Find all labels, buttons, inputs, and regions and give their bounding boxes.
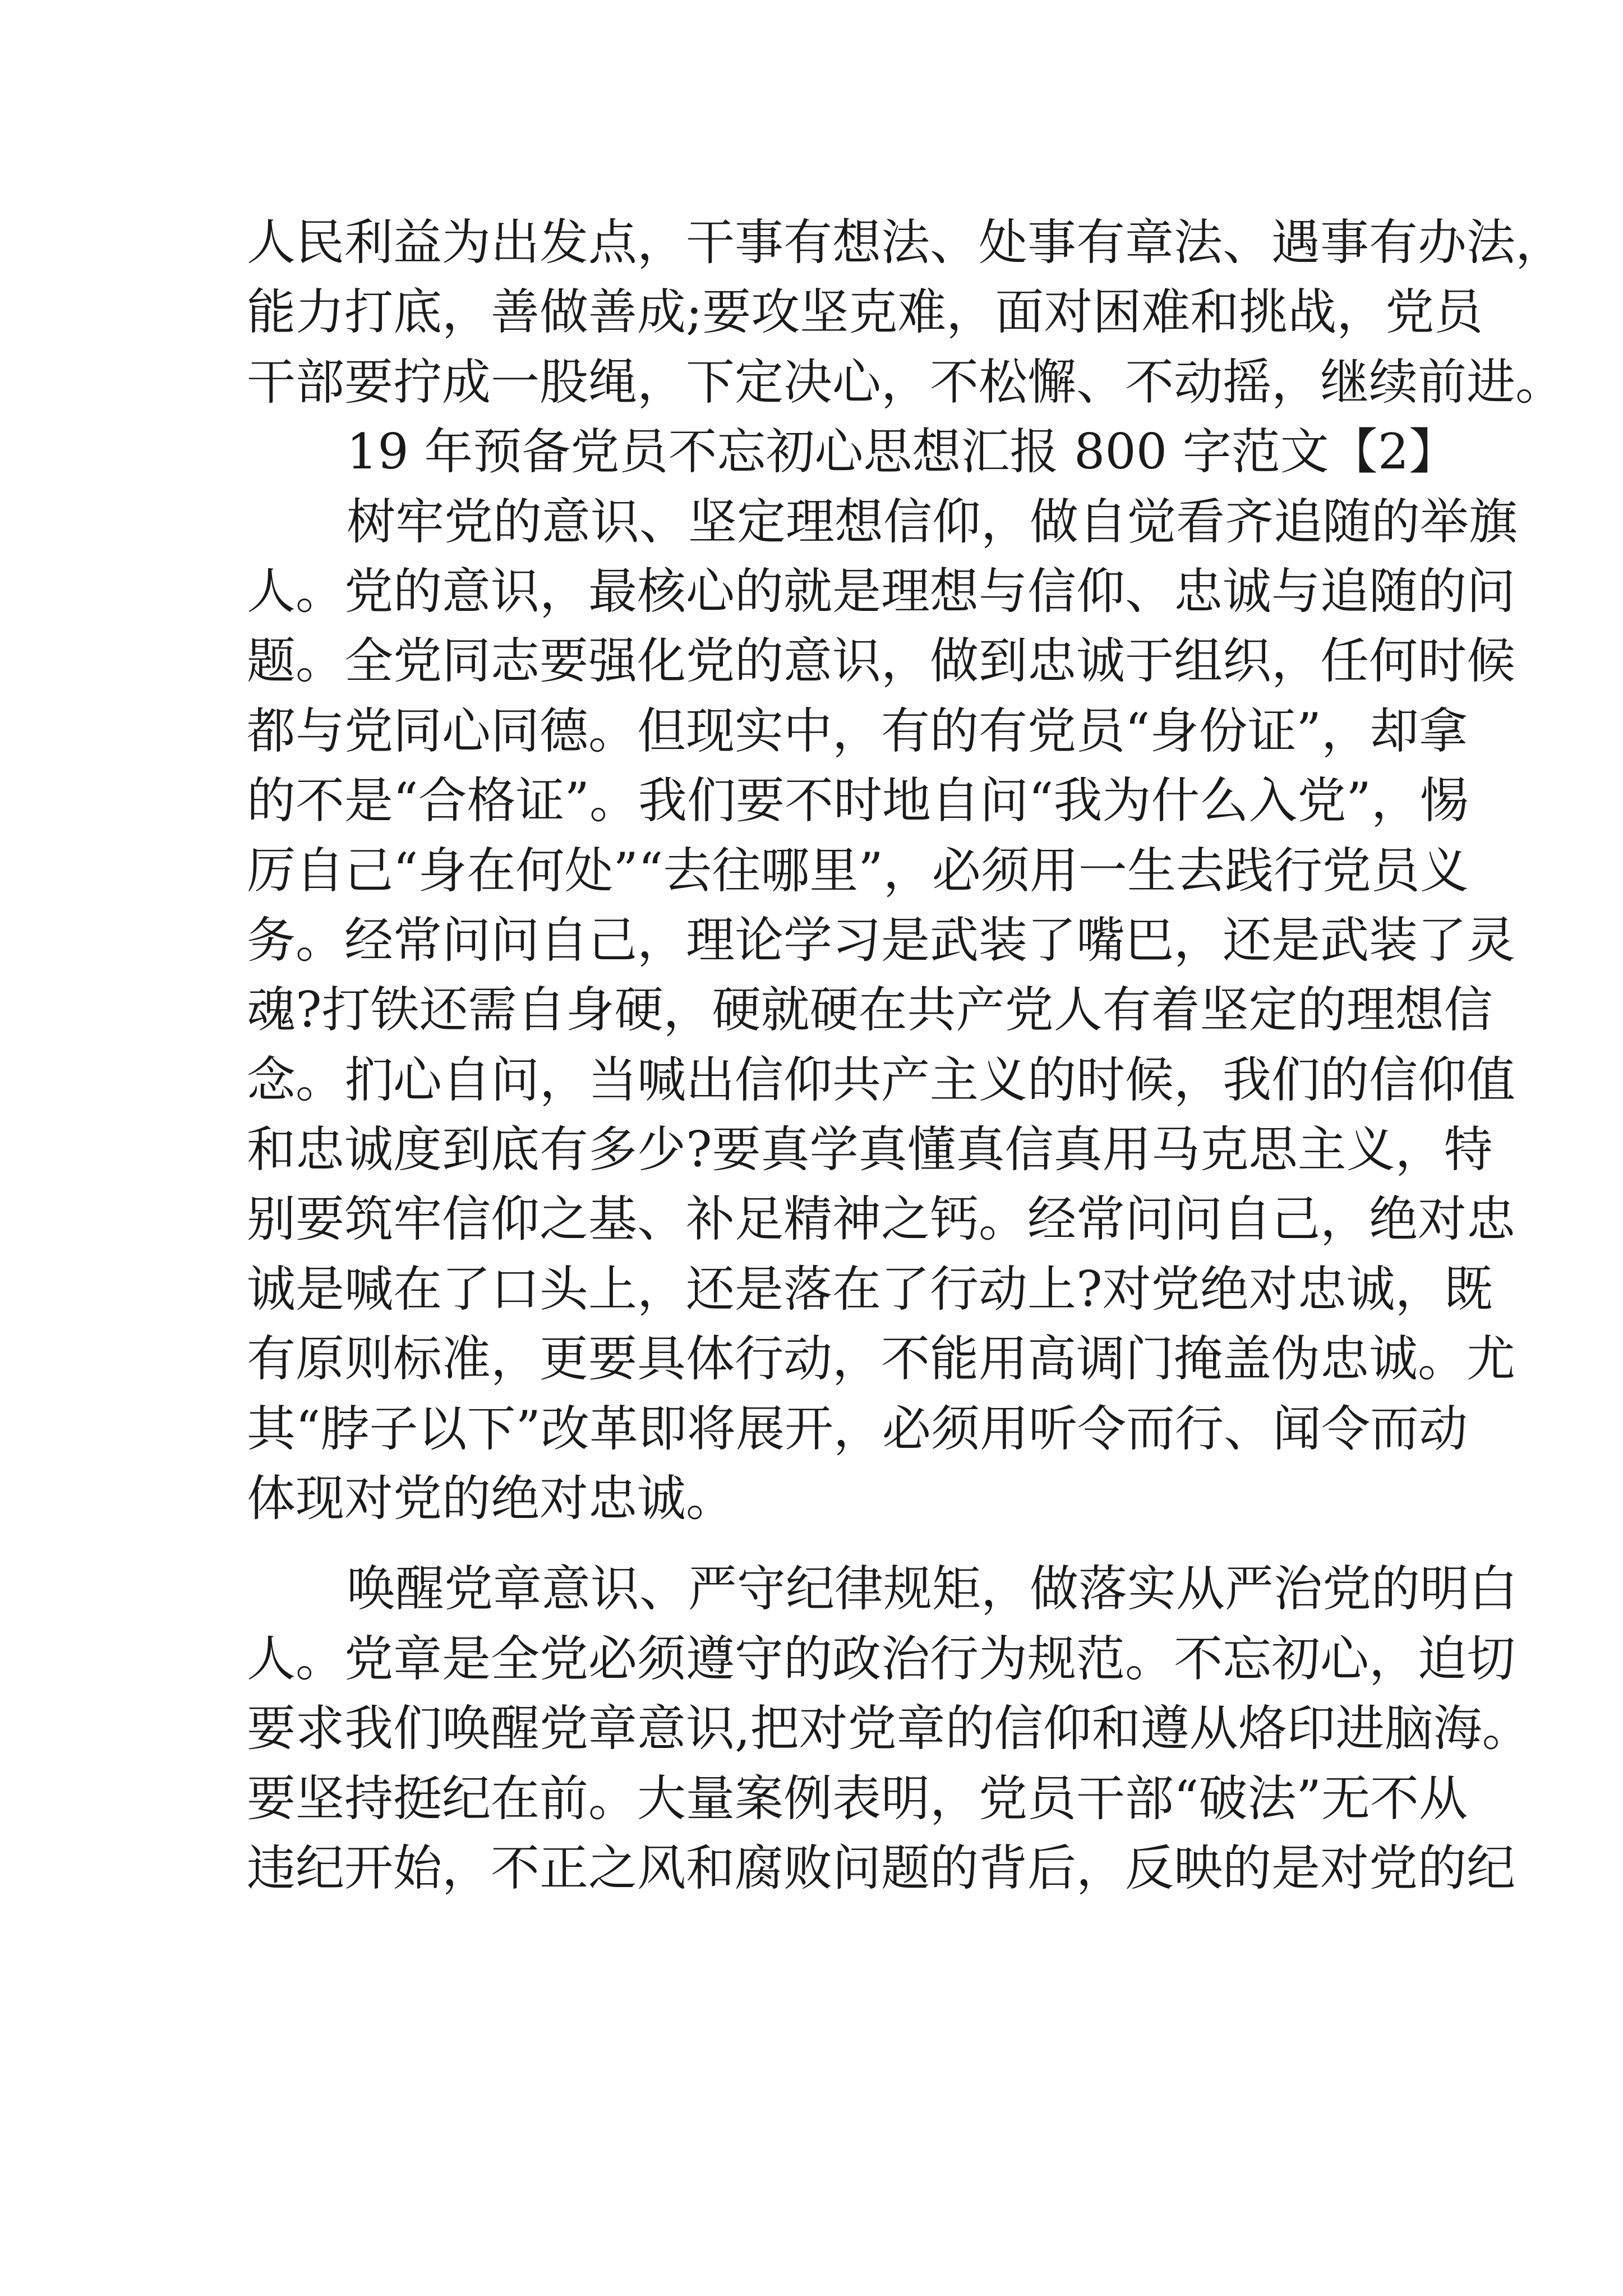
paragraph-line: 体现对党的绝对忠诚。 [247,1470,735,1527]
paragraph-line: 有原则标准，更要具体行动，不能用高调门掩盖伪忠诚。尤 [247,1330,1515,1388]
paragraph-spacer [247,1533,1391,1554]
paragraph-line: 的不是“合格证”。我们要不时地自问“我为什么入党”，惕 [247,772,1469,830]
paragraph-line: 违纪开始，不正之风和腐败问题的背后，反映的是对党的纪 [247,1839,1515,1897]
paragraph-line: 其“脖子以下”改革即将展开，必须用听令而行、闻令而动 [247,1400,1468,1457]
paragraph-line: 厉自己“身在何处”“去往哪里”，必须用一生去践行党员义 [247,841,1469,899]
paragraph-line: 都与党同心同德。但现实中，有的有党员“身份证”，却拿 [247,702,1468,760]
paragraph-line: 唤醒党章意识、严守纪律规矩，做落实从严治党的明白 [347,1560,1518,1618]
paragraph-line: 题。全党同志要强化党的意识，做到忠诚于组织，任何时候 [247,632,1515,690]
paragraph-line: 人。党章是全党必须遵守的政治行为规范。不忘初心，迫切 [247,1630,1515,1687]
paragraph-line: 诚是喊在了口头上，还是落在了行动上?对党绝对忠诚，既 [247,1260,1493,1318]
paragraph-line: 树牢党的意识、坚定理想信仰，做自觉看齐追随的举旗 [347,493,1518,550]
paragraph-line: 人民利益为出发点，干事有想法、处事有章法、遇事有办法， [247,214,1564,271]
paragraph-line: 和忠诚度到底有多少?要真学真懂真信真用马克思主义，特 [247,1121,1493,1179]
paragraph-line: 别要筑牢信仰之基、补足精神之钙。经常问问自己，绝对忠 [247,1190,1515,1248]
paragraph-line: 要坚持挺纪在前。大量案例表明，党员干部“破法”无不从 [247,1769,1468,1827]
paragraph-line: 要求我们唤醒党章意识,把对党章的信仰和遵从烙印进脑海。 [247,1700,1531,1757]
document-body [247,208,1564,1903]
paragraph-line: 干部要拧成一股绳，下定决心，不松懈、不动摇，继续前进。 [247,353,1564,411]
section-heading: 19 年预备党员不忘初心思想汇报 800 字范文【2】 [347,423,1458,481]
paragraph-line: 能力打底，善做善成;要攻坚克难，面对困难和挑战，党员 [247,283,1483,341]
paragraph-line: 人。党的意识，最核心的就是理想与信仰、忠诚与追随的问 [247,562,1515,620]
paragraph-line: 魂?打铁还需自身硬，硬就硬在共产党人有着坚定的理想信 [247,981,1493,1039]
paragraph-line: 念。扪心自问，当喊出信仰共产主义的时候，我们的信仰值 [247,1051,1515,1108]
paragraph-line: 务。经常问问自己，理论学习是武装了嘴巴，还是武装了灵 [247,911,1515,969]
